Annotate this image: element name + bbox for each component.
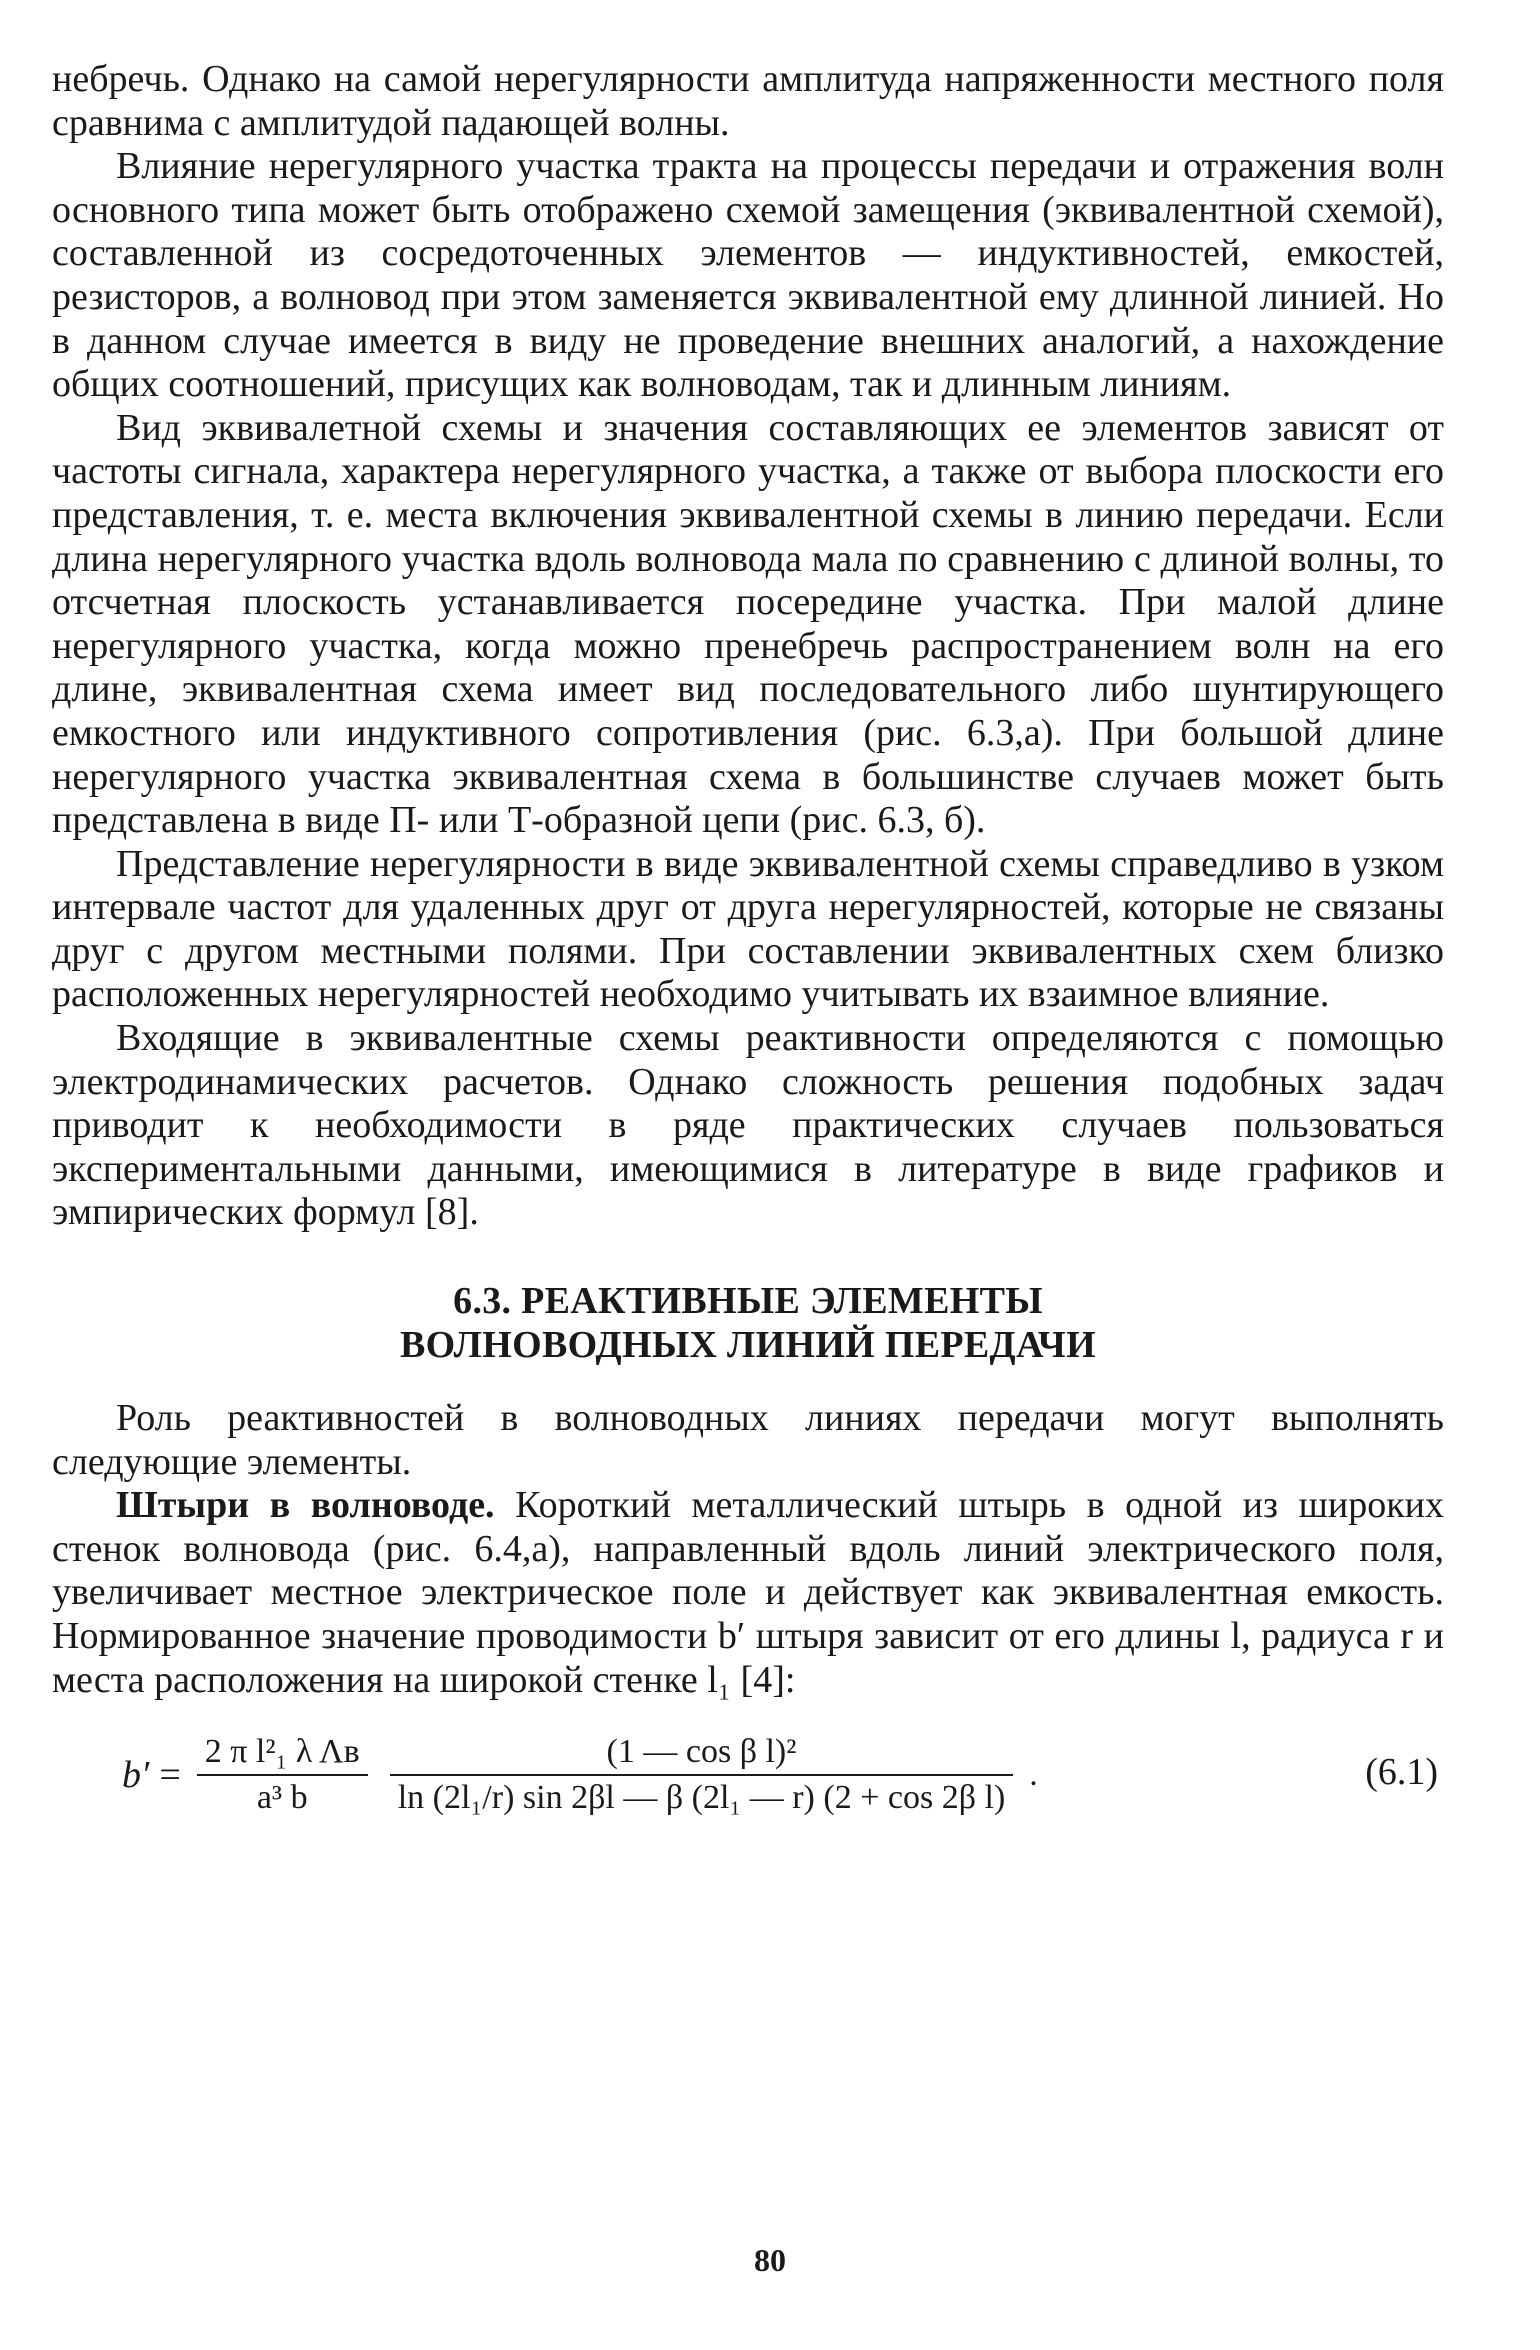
section-heading-line-1: 6.3. РЕАКТИВНЫЕ ЭЛЕМЕНТЫ <box>453 1280 1043 1323</box>
paragraph-representation-validity: Представление нерегулярности в виде эквивалентной схемы справедливо в узком интервале частот для удаленных друг от друга нерегулярностей, которые не связаны друг с другом местными полями. При составлении эквивалентных схем близко расположенных нерегулярностей необходимо учитывать их взаимное влияние. <box>52 842 1444 1016</box>
formula-fraction-1 <box>197 1730 368 1820</box>
formula-fraction-1-numerator: 2 π l²₁ λ Λв <box>204 1733 360 1771</box>
section-heading <box>52 1279 1444 1367</box>
pins-paragraph-text: Короткий металлический штырь в одной из широких стенок волновода (рис. 6.4,а), направленный вдоль линий электрического поля, увеличивает местное электрическое поле и действует как эквивалентная емкость. Нормированное значение проводимости b′ штыря зависит от его длины l, радиуса r и места расположения на широкой стенке l₁ [4]: <box>52 1484 1444 1701</box>
formula-lhs: b′ <box>122 1754 150 1797</box>
paragraph-equivalent-circuit-type: Вид эквивалетной схемы и значения составляющих ее элементов зависят от частоты сигнала, характера нерегулярного участка, а также от выбора плоскости его представления, т. е. места включения эквивалентной схемы в линию передачи. Если длина нерегулярного участка вдоль волновода мала по сравнению с длиной волны, то отсчетная плоскость устанавливается посередине участка. При малой длине нерегулярного участка, когда можно пренебречь распространением волн на его длине, эквивалентная схема имеет вид последовательного либо шунтирующего емкостного или индуктивного сопротивления (рис. 6.3,а). При большой длине нерегулярного участка эквивалентная схема в большинстве случаев может быть представлена в виде П- или Т-образной цепи (рис. 6.3, б). <box>52 406 1444 842</box>
formula-fraction-2 <box>390 1730 1014 1820</box>
formula-6-1 <box>52 1716 1444 1834</box>
formula-expression <box>122 1716 1038 1834</box>
page-number: 80 <box>754 2242 786 2278</box>
formula-equals: = <box>159 1754 181 1797</box>
run-in-heading-pins: Штыри в волноводе. <box>116 1484 495 1527</box>
paragraph-reactive-elements-role: Роль реактивностей в волноводных линиях передачи могут выполнять следующие элементы. <box>52 1397 1444 1483</box>
formula-tail: . <box>1029 1756 1038 1794</box>
formula-fraction-2-denominator: ln (2l₁/r) sin 2βl — β (2l₁ — r) (2 + cos 2β l) <box>397 1779 1006 1817</box>
formula-fraction-1-denominator: a³ b <box>256 1779 308 1817</box>
paragraph-reactances-calculation: Входящие в эквивалентные схемы реактивности определяются с помощью электродинамических расчетов. Однако сложность решения подобных задач приводит к необходимости в ряде практических случаев пользоваться экспериментальными данными, имеющимися в литературе в виде графиков и эмпирических формул [8]. <box>52 1017 1444 1234</box>
formula-fraction-2-numerator: (1 — cos β l)² <box>606 1733 797 1771</box>
paragraph-continuation: небречь. Однако на самой нерегулярности амплитуда напряженности местного поля сравнима с амплитудой падающей волны. <box>52 58 1444 144</box>
paragraph-pins-in-waveguide <box>52 1484 1444 1702</box>
paragraph-equivalent-circuit-intro: Влияние нерегулярного участка тракта на процессы передачи и отражения волн основного типа может быть отображено схемой замещения (эквивалентной схемой), составленной из сосредоточенных элементов — индуктивностей, емкостей, резисторов, а волновод при этом заменяется эквивалентной ему длинной линией. Но в данном случае имеется в виду не проведение внешних аналогий, а нахождение общих соотношений, присущих как волноводам, так и длинным линиям. <box>52 145 1444 406</box>
equation-number: (6.1) <box>1365 1751 1438 1794</box>
page-body <box>52 58 1444 1834</box>
section-heading-line-2: ВОЛНОВОДНЫХ ЛИНИЙ ПЕРЕДАЧИ <box>400 1324 1096 1367</box>
